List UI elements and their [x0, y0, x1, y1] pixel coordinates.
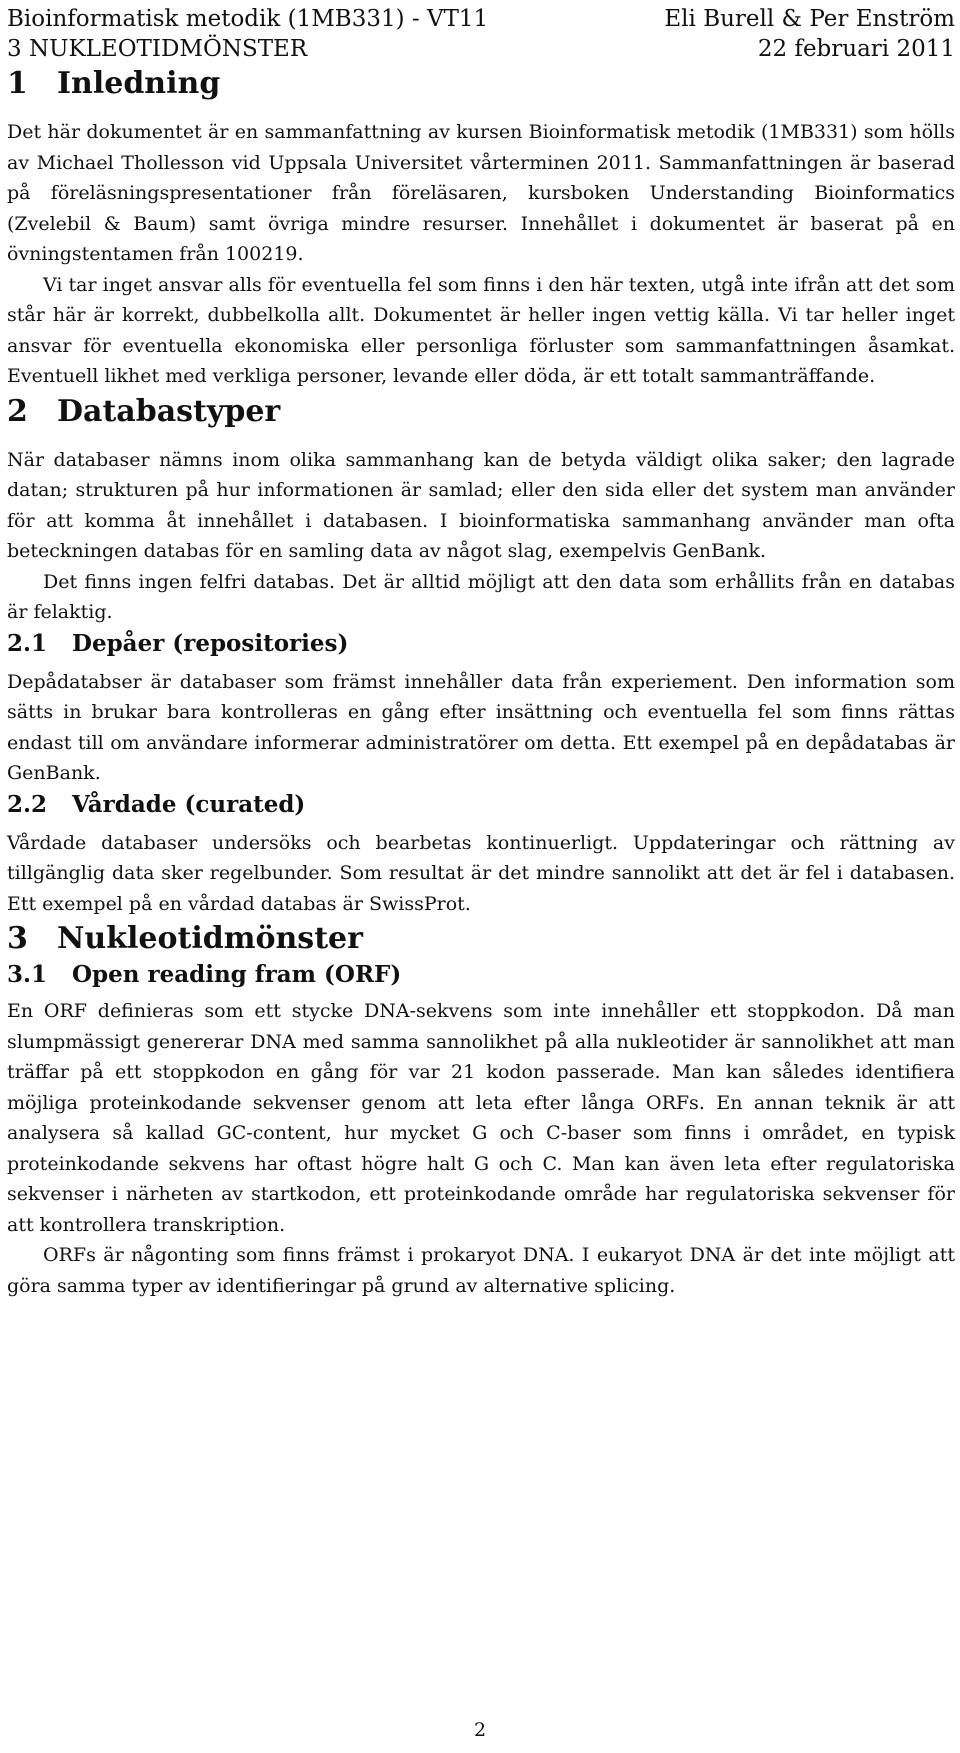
running-header-top [7, 4, 955, 34]
section-title: Inledning [57, 66, 221, 101]
section-number: 1 [7, 66, 28, 101]
subsection-title: Open reading fram (ORF) [72, 961, 402, 988]
section-heading-nukleotidmonster [7, 919, 955, 959]
subsection-body-vardade [7, 828, 955, 920]
section-heading-inledning [7, 64, 955, 104]
paragraph: En ORF definieras som ett stycke DNA-sekvens som inte innehåller ett stoppkodon. Då man slumpmässigt genererar DNA med samma sannolikhet på alla nukleotider är sannolikhet att man träffar på ett stoppkodon en gång för var 21 kodon passerade. Man kan således identifiera möjliga proteinkodande sekvenser genom att leta efter långa ORFs. En annan teknik är att analysera så kallad GC-content, hur mycket G och C-baser som finns i området, en typisk proteinkodande sekvens har oftast högre halt G och C. Man kan även leta efter regulatoriska sekvenser i närheten av startkodon, ett proteinkodande område har regulatoriska sekvenser för att kontrollera transkription. [7, 1000, 955, 1236]
header-course: Bioinformatisk metodik (1MB331) - VT11 [7, 6, 489, 32]
paragraph: Depådatabser är databaser som främst innehåller data från experiement. Den information som sätts in brukar bara kontrolleras en gång efter insättning och eventuella fel som finns rättas endast till om användare informerar administratörer om detta. Ett exempel på en depådatabas är GenBank. [7, 670, 955, 784]
section-number: 3 [7, 921, 28, 956]
header-authors: Eli Burell & Per Enström [664, 6, 955, 32]
paragraph: Vi tar inget ansvar alls för eventuella fel som finns i den här texten, utgå inte ifrån att det som står här är korrekt, dubbelkolla allt. Dokumentet är heller ingen vettig källa. Vi tar heller inget ansvar för eventuella ekonomiska eller personliga förluster som sammanfattningen åsamkat. Eventuell likhet med verkliga personer, levande eller döda, är ett totalt sammanträffande. [7, 273, 955, 387]
section-title: Nukleotidmönster [57, 921, 363, 956]
subsection-heading-orf [7, 959, 955, 991]
subsection-heading-vardade [7, 789, 955, 821]
subsection-number: 3.1 [7, 961, 48, 988]
header-chapter: 3 NUKLEOTIDMÖNSTER [7, 36, 308, 62]
running-header-bottom [7, 34, 955, 64]
paragraph: Det här dokumentet är en sammanfattning av kursen Bioinformatisk metodik (1MB331) som hölls av Michael Thollesson vid Uppsala Universitet vårterminen 2011. Sammanfattningen är baserad på föreläsningspresentationer från föreläsaren, kursboken Understanding Bioinformatics (Zvelebil & Baum) samt övriga mindre resurser. Innehållet i dokumentet är baserat på en övningstentamen från 100219. [7, 121, 955, 265]
subsection-body-orf [7, 996, 955, 1301]
subsection-heading-depaer [7, 628, 955, 660]
subsection-title: Vårdade (curated) [72, 790, 306, 818]
subsection-body-depaer [7, 667, 955, 789]
page-content [7, 0, 955, 1301]
section-title: Databastyper [57, 393, 281, 429]
subsection-number: 2.1 [7, 629, 48, 657]
section-heading-databastyper [7, 392, 955, 432]
subsection-title: Depåer (repositories) [72, 629, 349, 657]
page-number: 2 [473, 1719, 487, 1741]
section-body-inledning [7, 117, 955, 392]
paragraph: ORFs är någonting som finns främst i prokaryot DNA. I eukaryot DNA är det inte möjligt att göra samma typer av identifieringar på grund av alternative splicing. [7, 1244, 955, 1297]
paragraph: När databaser nämns inom olika sammanhang kan de betyda väldigt olika saker; den lagrade datan; strukturen på hur informationen är samlad; eller den sida eller det system man använder för att komma åt innehållet i databasen. I bioinformatiska sammanhang använder man ofta beteckningen databas för en samling data av något slag, exempelvis GenBank. [7, 448, 955, 562]
section-number: 2 [7, 393, 28, 429]
paragraph: Vårdade databaser undersöks och bearbetas kontinuerligt. Uppdateringar och rättning av tillgänglig data sker regelbunder. Som resultat är det mindre sannolikt att det är fel i databasen. Ett exempel på en vårdad databas är SwissProt. [7, 831, 955, 915]
section-body-databastyper [7, 445, 955, 628]
header-date: 22 februari 2011 [757, 36, 955, 62]
subsection-number: 2.2 [7, 790, 48, 818]
paragraph: Det finns ingen felfri databas. Det är alltid möjligt att den data som erhållits från en databas är felaktig. [7, 570, 955, 623]
